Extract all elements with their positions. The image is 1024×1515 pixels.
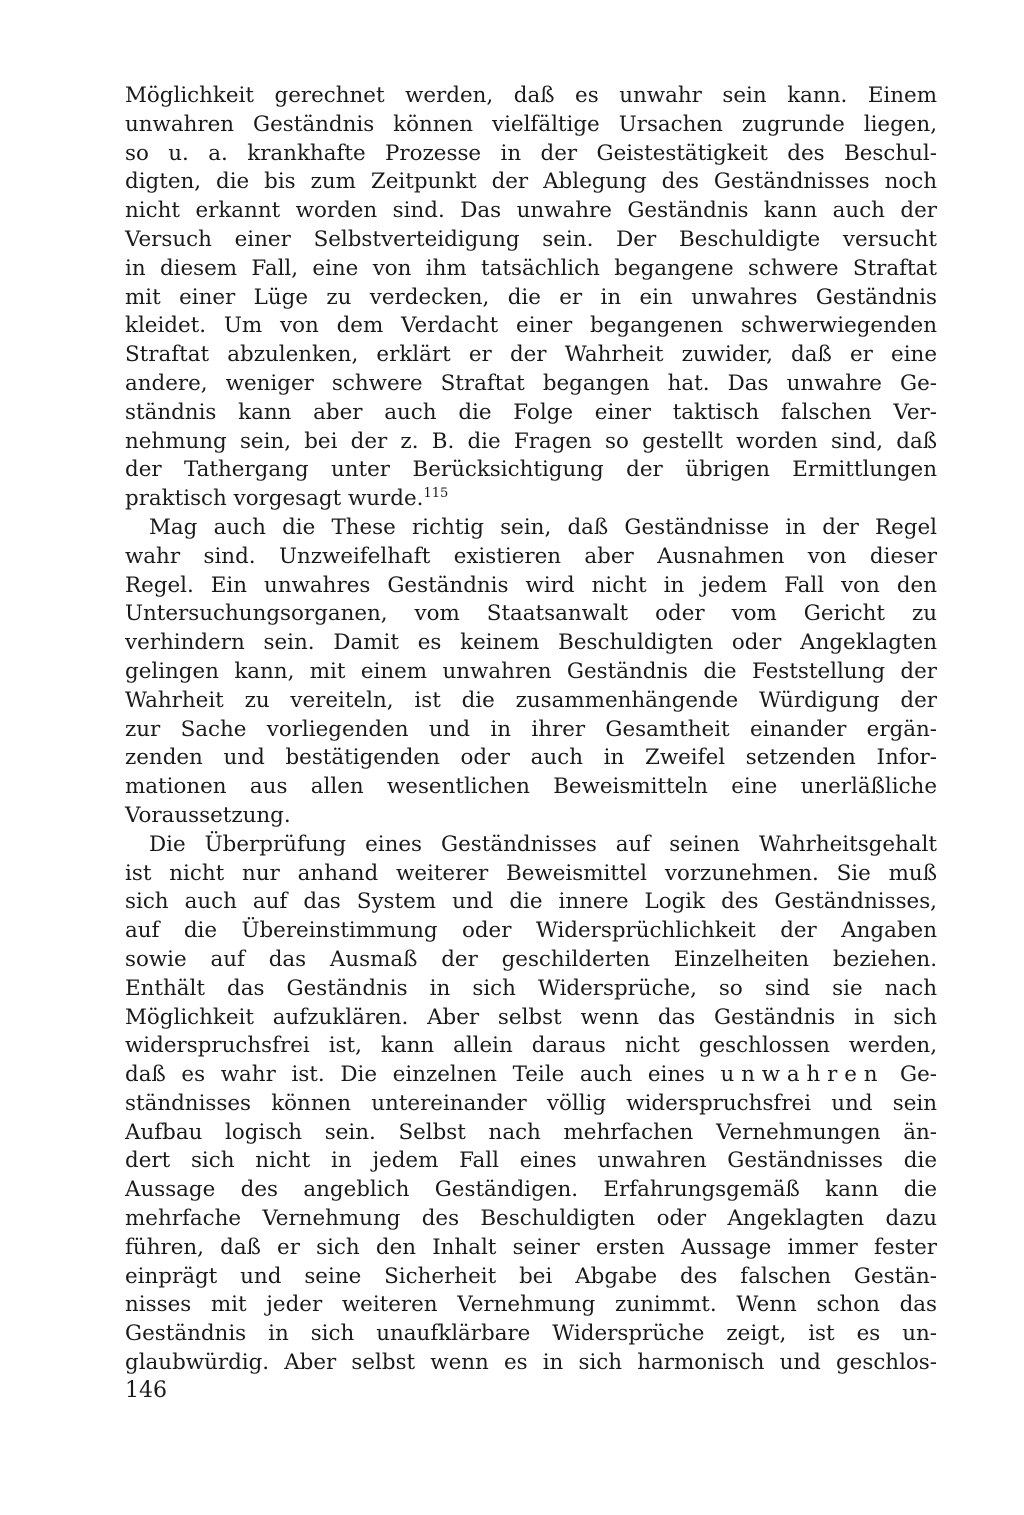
text-line: kleidet. Um von dem Verdacht einer begangenen schwerwiegenden [125,313,937,339]
text-line: in diesem Fall, eine von ihm tatsächlich begangene schwere Straftat [125,255,937,281]
text-line: widerspruchsfrei ist, kann allein daraus nicht geschlossen werden, [125,1033,937,1059]
text-line: auf die Übereinstimmung oder Widersprüchlichkeit der Angaben [125,918,937,944]
text-line: Enthält das Geständnis in sich Widersprüche, so sind sie nach [125,975,937,1001]
text-line: Straftat abzulenken, erklärt er der Wahrheit zuwider, daß er eine [125,342,937,368]
text-line: verhindern sein. Damit es keinem Beschuldigten oder Angeklagten [125,630,937,656]
paragraph [125,514,937,831]
text-line: nisses mit jeder weiteren Vernehmung zunimmt. Wenn schon das [125,1292,937,1318]
text-line: ständnisses können untereinander völlig widerspruchsfrei und sein [125,1090,937,1116]
text-line: Versuch einer Selbstverteidigung sein. Der Beschuldigte versucht [125,226,937,252]
text-line: Mag auch die These richtig sein, daß Geständnisse in der Regel [149,514,937,540]
text-line: wahr sind. Unzweifelhaft existieren aber Ausnahmen von dieser [125,543,937,569]
text-line: Die Überprüfung eines Geständnisses auf seinen Wahrheitsgehalt [149,831,937,857]
text-line: Möglichkeit aufzuklären. Aber selbst wenn das Geständnis in sich [125,1004,937,1030]
text-line: nicht erkannt worden sind. Das unwahre Geständnis kann auch der [125,198,937,224]
text-line: Möglichkeit gerechnet werden, daß es unwahr sein kann. Einem [125,83,937,108]
text-line: daß es wahr ist. Die einzelnen Teile auch eines unwahren Ge- [125,1062,937,1088]
text-line: gelingen kann, mit einem unwahren Geständnis die Feststellung der [125,658,937,684]
paragraph [125,82,937,514]
text-line: zur Sache vorliegenden und in ihrer Gesamtheit einander ergän- [125,716,937,742]
text-line: unwahren Geständnis können vielfältige Ursachen zugrunde liegen, [125,111,937,137]
footnote-marker: 115 [423,486,449,502]
text-line: führen, daß er sich den Inhalt seiner ersten Aussage immer fester [125,1234,937,1260]
text-line: ständnis kann aber auch die Folge einer taktisch falschen Ver- [125,399,937,425]
text-line: andere, weniger schwere Straftat begangen hat. Das unwahre Ge- [125,370,937,396]
text-line: Voraussetzung. [125,802,291,828]
text-line: sich auch auf das System und die innere Logik des Geständnisses, [125,889,937,915]
text-line: mit einer Lüge zu verdecken, die er in ein unwahres Geständnis [125,284,937,310]
text-line: praktisch vorgesagt wurde.$^{115}$ [125,486,449,512]
text-line: Wahrheit zu vereiteln, ist die zusammenhängende Würdigung der [125,687,937,713]
text-line: mationen aus allen wesentlichen Beweismitteln eine unerläßliche [125,774,937,800]
emphasized-word: unwahren [720,1062,885,1088]
text-line: ist nicht nur anhand weiterer Beweismittel vorzunehmen. Sie muß [125,860,937,886]
text-line: Aussage des angeblich Geständigen. Erfahrungsgemäß kann die [125,1177,937,1203]
body-text [125,82,937,1378]
text-line: so u. a. krankhafte Prozesse in der Geistestätigkeit des Beschul- [125,140,937,166]
text-line: einprägt und seine Sicherheit bei Abgabe des falschen Gestän- [125,1263,937,1289]
text-line: glaubwürdig. Aber selbst wenn es in sich harmonisch und geschlos- [125,1350,937,1376]
text-line: Regel. Ein unwahres Geständnis wird nicht in jedem Fall von den [125,572,937,598]
paragraph [125,831,937,1378]
text-line: sowie auf das Ausmaß der geschilderten Einzelheiten beziehen. [125,946,937,972]
page-number: 146 [125,1378,167,1403]
text-line: zenden und bestätigenden oder auch in Zweifel setzenden Infor- [125,745,937,771]
text-line: dert sich nicht in jedem Fall eines unwahren Geständnisses die [125,1148,937,1174]
text-line: digten, die bis zum Zeitpunkt der Ablegung des Geständnisses noch [125,169,937,195]
text-line: Geständnis in sich unaufklärbare Widersprüche zeigt, ist es un- [125,1321,937,1347]
text-line: mehrfache Vernehmung des Beschuldigten oder Angeklagten dazu [125,1206,937,1232]
text-line: nehmung sein, bei der z. B. die Fragen so gestellt worden sind, daß [125,428,937,454]
text-line: der Tathergang unter Berücksichtigung der übrigen Ermittlungen [125,457,937,483]
text-line: Untersuchungsorganen, vom Staatsanwalt oder vom Gericht zu [125,601,937,627]
text-line: Aufbau logisch sein. Selbst nach mehrfachen Vernehmungen än- [125,1119,937,1145]
